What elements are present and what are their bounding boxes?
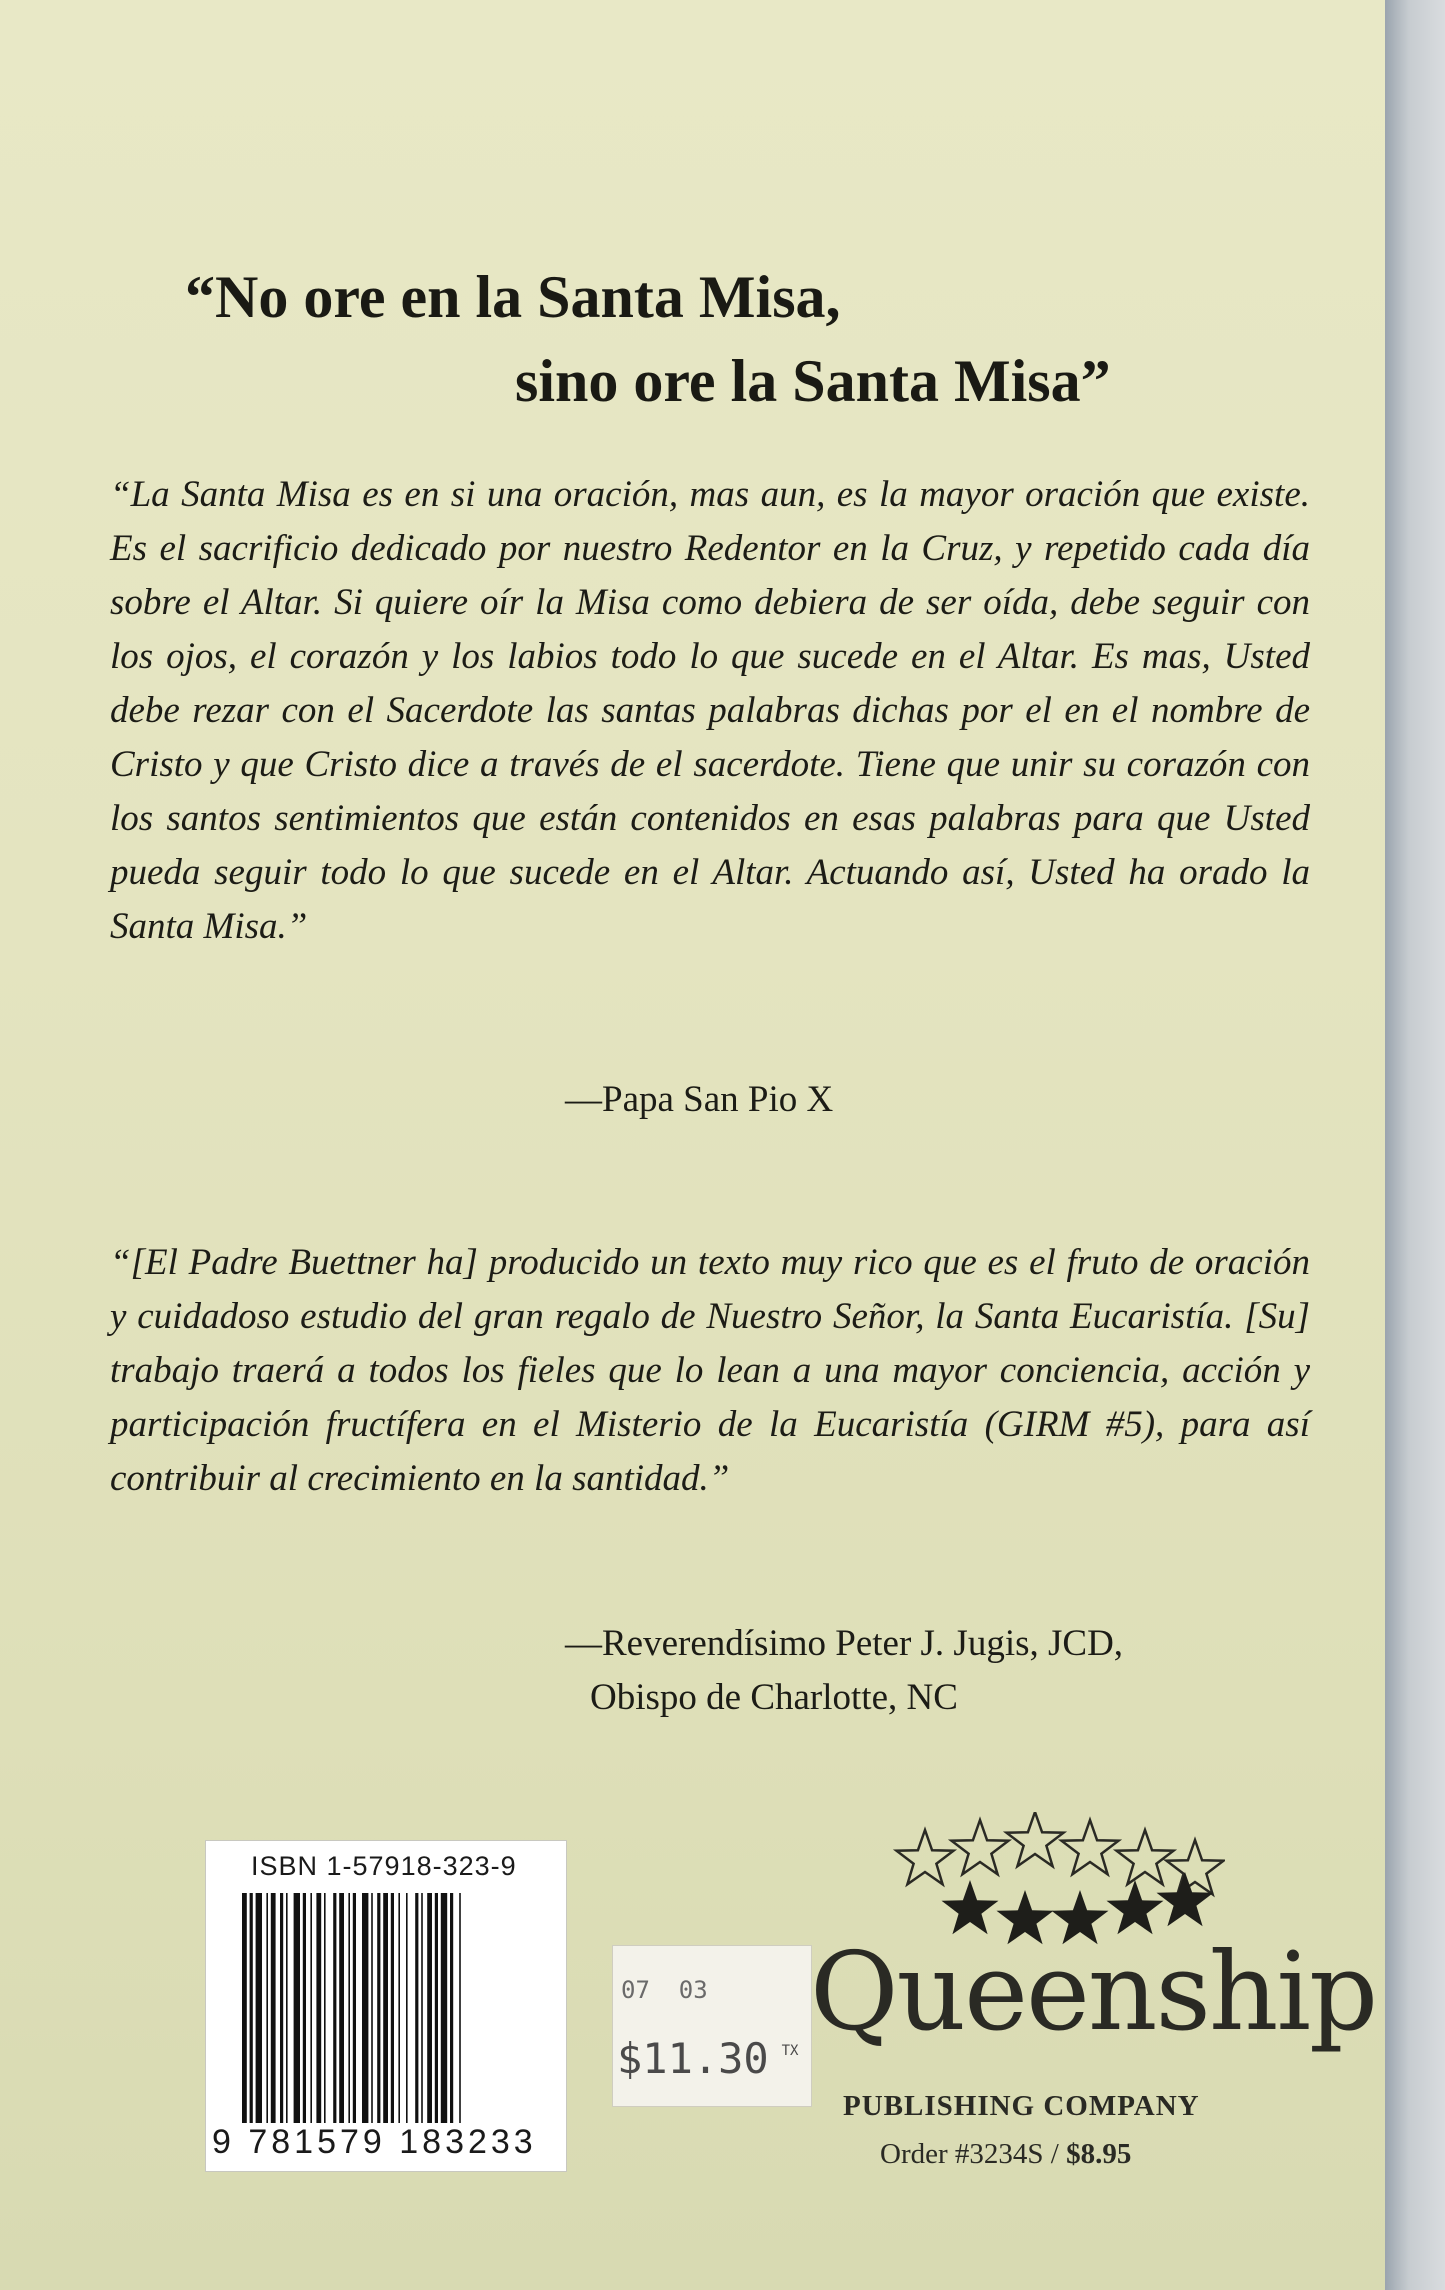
sticker-date: 07 03 [621, 1976, 708, 2004]
barcode-bars [242, 1893, 548, 2123]
price-sticker [612, 1945, 812, 2107]
publisher-logo: Queenship [810, 1930, 1377, 2055]
sticker-price: $11.30 [617, 2034, 769, 2083]
background-edge [1385, 0, 1445, 2290]
bishop-attribution-name: —Reverendísimo Peter J. Jugis, JCD, [565, 1623, 1124, 1664]
headline-line-1: “No ore en la Santa Misa, [185, 264, 841, 330]
ean-number: 9 781579 183233 [212, 2123, 537, 2161]
sticker-tax-mark: TX [781, 2043, 799, 2059]
list-price: $8.95 [1066, 2138, 1132, 2170]
pius-x-attribution: —Papa San Pio X [565, 1079, 834, 1120]
bishop-attribution-title: Obispo de Charlotte, NC [590, 1677, 958, 1718]
isbn-barcode-label [205, 1840, 567, 2172]
order-line [880, 2138, 1131, 2171]
publisher-subtitle: PUBLISHING COMPANY [843, 2090, 1200, 2122]
bishop-quote: “[El Padre Buettner ha] producido un texto muy rico que es el fruto de oración y cuidadoso estudio del gran regalo de Nuestro Señor, la Santa Eucaristía. [Su] trabajo traerá a todos los fieles que lo lean a una mayor conciencia, acción y participación fructífera en el Misterio de la Eucaristía (GIRM #5), para así contribuir al crecimiento en la santidad.” [110, 1242, 1310, 1499]
isbn-number: ISBN 1-57918-323-9 [251, 1851, 517, 1881]
order-number: Order #3234S / [880, 2138, 1067, 2170]
pius-x-quote: “La Santa Misa es en si una oración, mas aun, es la mayor oración que existe. Es el sacrificio dedicado por nuestro Redentor en la Cruz, y repetido cada día sobre el Altar. Si quiere oír la Misa como debiera de ser oída, debe seguir con los ojos, el corazón y los labios todo lo que sucede en el Altar. Es mas, Usted debe rezar con el Sacerdote las santas palabras dichas por el en el nombre de Cristo y que Cristo dice a través de el sacerdote. Tiene que unir su corazón con los santos sentimientos que están contenidos en esas palabras para que Usted pueda seguir todo lo que sucede en el Altar. Actuando así, Usted ha orado la Santa Misa.” [110, 474, 1310, 947]
headline-line-2: sino ore la Santa Misa” [515, 348, 1111, 414]
